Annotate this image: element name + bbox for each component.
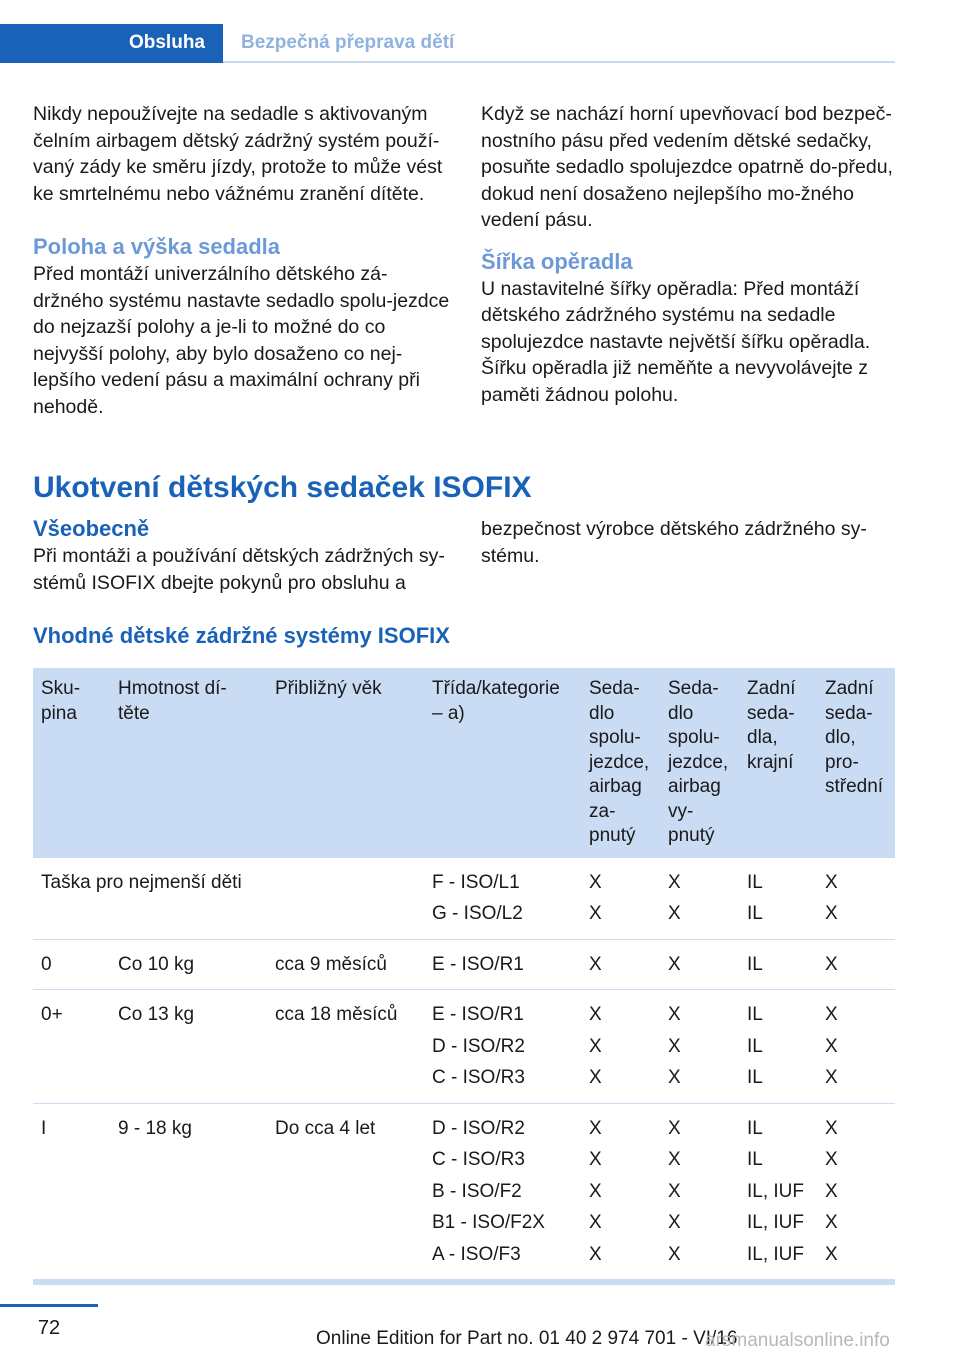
backrest-width-text: U nastavitelné šířky opěradla: Před montáží dětského zádržného systému na sedadle spolujezdce nastavte největší šířku opěradla. Šířku opěradla již neměňte a nevyvolávejte z paměti žádnou polohu. [481, 277, 871, 406]
table-cell: X [817, 939, 895, 990]
tab-obsluha[interactable]: Obsluha [0, 24, 223, 61]
isofix-table [33, 668, 895, 1285]
general-left [33, 515, 451, 596]
table-cell: 9 - 18 kg [110, 1103, 267, 1282]
footer-rule [0, 1304, 98, 1307]
table-cell: X X [660, 858, 739, 940]
table-cell: Taška pro nejmenší děti [33, 858, 424, 940]
seat-position-text: Před montáží univerzálního dětského zá-držného systému nastavte sedadlo spolu-jezdce do nejzazší polohy a je-li to možné do co nejvyšší polohy, aby bylo dosaženo co nej-lepšího vedení pásu a maximální ochrany při nehodě. [33, 263, 450, 418]
table-cell: X X X [817, 990, 895, 1104]
table-cell: Co 13 kg [110, 990, 267, 1104]
table-cell: Co 10 kg [110, 939, 267, 990]
page-number: 72 [37, 1317, 61, 1339]
table-cell: X [660, 939, 739, 990]
table-heading-wrap [33, 622, 633, 650]
general-heading: Všeobecně [33, 516, 150, 541]
table-cell: 0+ [33, 990, 110, 1104]
table-cell: F - ISO/L1 G - ISO/L2 [424, 858, 581, 940]
header-front-airbag-off: Seda- dlo spolu- jezdce, airbag vy- pnutý [660, 668, 739, 858]
table-cell: IL [739, 939, 817, 990]
table-cell: cca 18 měsíců [267, 990, 424, 1104]
table-cell: Do cca 4 let [267, 1103, 424, 1282]
header-age: Přibližný věk [267, 668, 424, 858]
table-row [33, 1103, 895, 1282]
header-rule-light [223, 61, 895, 63]
airbag-warning: Nikdy nepoužívejte na sedadle s aktivovaným čelním airbagem dětský zádržný systém použí-vaný zády ke směru jízdy, protože to může vést ke smrtelnému nebo vážnému zranění dítěte. [33, 103, 443, 205]
edition-text: Online Edition for Part no. 01 40 2 974 701 - VI/16 [316, 1328, 738, 1349]
general-text-left: Při montáži a používání dětských zádržných sy-stémů ISOFIX dbejte pokynů pro obsluhu a [33, 545, 445, 594]
table-cell: E - ISO/R1 D - ISO/R2 C - ISO/R3 [424, 990, 581, 1104]
belt-anchor-text: Když se nachází horní upevňovací bod bezpeč-nostního pásu před vedením dětské sedačky, posuňte sedadlo spolujezdce opatrně do-předu, dokud není dosaženo nejlepšího mo-žného vedení pásu. [481, 103, 893, 231]
tab-child-transport[interactable]: Bezpečná přeprava dětí [223, 24, 895, 61]
header-group: Sku- pina [33, 668, 110, 858]
table-cell: X X X [581, 990, 660, 1104]
table-cell: X X [581, 858, 660, 940]
general-right [481, 516, 895, 569]
table-row [33, 858, 895, 940]
seat-position-heading: Poloha a výška sedadla [33, 234, 281, 259]
table-cell: D - ISO/R2 C - ISO/R3 B - ISO/F2 B1 - ISO/F2X A - ISO/F3 [424, 1103, 581, 1282]
page-header [0, 0, 960, 62]
general-text-right: bezpečnost výrobce dětského zádržného sy-stému. [481, 518, 867, 567]
isofix-table-heading: Vhodné dětské zádržné systémy ISOFIX [33, 623, 450, 648]
left-column [33, 101, 451, 420]
table-row [33, 990, 895, 1104]
table-cell: X X X X X [581, 1103, 660, 1282]
table-cell: I [33, 1103, 110, 1282]
table-cell: 0 [33, 939, 110, 990]
table-cell: cca 9 měsíců [267, 939, 424, 990]
watermark: arsmanualsonline.info [705, 1330, 890, 1351]
header-rear-middle: Zadní seda- dlo, pro- střední [817, 668, 895, 858]
table-cell: X X [817, 858, 895, 940]
table-cell: X [581, 939, 660, 990]
header-class: Třída/kategorie – a) [424, 668, 581, 858]
table-cell: X X X X X [817, 1103, 895, 1282]
header-rear-outer: Zadní seda- dla, krajní [739, 668, 817, 858]
table-header-row [33, 668, 895, 858]
right-column [481, 101, 895, 408]
header-weight: Hmotnost dí- těte [110, 668, 267, 858]
isofix-section-title: Ukotvení dětských sedaček ISOFIX [33, 471, 532, 504]
table-cell: IL IL IL [739, 990, 817, 1104]
table-cell: IL IL IL, IUF IL, IUF IL, IUF [739, 1103, 817, 1282]
table-row [33, 939, 895, 990]
header-front-airbag-on: Seda- dlo spolu- jezdce, airbag za- pnutý [581, 668, 660, 858]
table-cell: X X X X X [660, 1103, 739, 1282]
table-cell: X X X [660, 990, 739, 1104]
table-cell: IL IL [739, 858, 817, 940]
backrest-width-heading: Šířka opěradla [481, 248, 633, 274]
table-cell: E - ISO/R1 [424, 939, 581, 990]
